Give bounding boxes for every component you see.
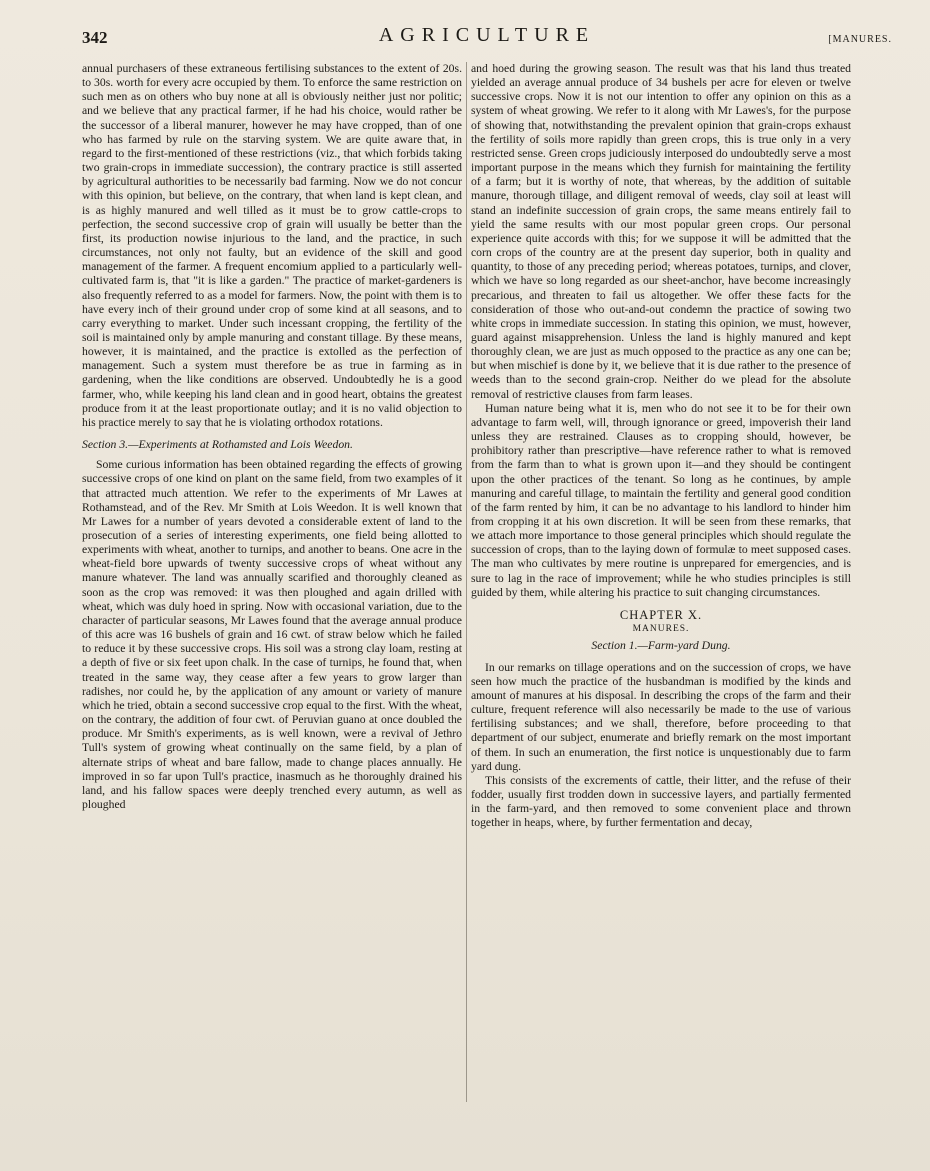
left-paragraph-1: annual purchasers of these extraneous fertilising substances to the extent of 20s. to 30s. worth for every acre occupied by them. To enforce the same restriction on such men as on others who buy none at all is obviously neither just nor politic; and we believe that any practical farmer, if he had his choice, would rather be the successor of a liberal manurer, however he may have cropped, than of one who has farmed by rule on the starving system. We are quite aware that, in regard to the first-mentioned of these restrictions (viz., that which forbids taking two grain-crops in immediate succession), the contrary practice is still asserted by agricultural authorities to be necessarily bad farming. Now we do not concur with this opinion, but believe, on the contrary, that when land is kept clean, and is as highly manured and well tilled as it must be to grow cattle-crops to perfection, the second successive crop of grain will usually be better than the first, its production nowise injurious to the land, and the practice, in such circumstances, not only not faulty, but an evidence of the skill and good management of the farmer. A frequent encomium applied to a particularly well-cultivated farm is, that "it is like a garden." The practice of market-gardeners is also frequently referred to as a model for farmers. Now, the point with them is to have every inch of their ground under crop of some kind at all seasons, and to carry everything to market. Under such incessant cropping, the fertility of the soil is maintained only by ample manuring and constant tillage. By these means, however, it is maintained, and the practice is extolled as the perfection of management. Such a system must therefore be as true in farming as in gardening, when the like conditions are observed. Undoubtedly he is a good farmer, who, while keeping his land clean and in good heart, obtains the greatest produce from it at the least proportionate outlay; and it is no valid objection to his practice merely to say that he is violating orthodox rotations. [82, 62, 462, 429]
page-title: AGRICULTURE [378, 24, 596, 46]
chapter-title: CHAPTER X. [619, 607, 703, 622]
column-divider [466, 62, 467, 1102]
page-number: 342 [82, 28, 108, 47]
left-section-heading: Section 3.—Experiments at Rothamsted and Lois Weedon. [82, 438, 353, 452]
right-column [471, 62, 851, 831]
right-paragraph-1: and hoed during the growing season. The result was that his land thus treated yielded an average annual produce of 34 bushels per acre for eleven or twelve successive crops. Now it is not our intention to offer any opinion on this as a system of wheat growing. We refer to it along with Mr Lawes's, for the purpose of showing that, notwithstanding the prevalent opinion that grain-crops exhaust the fertility of soils more rapidly than green crops, this is true only in a very restricted sense. Green crops judiciously interposed do undoubtedly serve a most important purpose in the means which they furnish for maintaining the fertility of a farm; but it is worthy of note, that whereas, by the addition of suitable manure, thorough tillage, and diligent removal of weeds, clay soil at least will stand an indefinite succession of grain crops, the same means entirely fail to yield the same results with our most popular green crops. Our personal experience quite accords with this; for we suppose it will be admitted that the corn crops of the country are at the present day superior, both in quality and quantity, to those of any preceding period; whereas potatoes, turnips, and clover, which we have so long regarded as our sheet-anchor, have become increasingly precarious, and threaten to fail us altogether. We offer these facts for the consideration of those who out-and-out condemn the practice of sowing two white crops in immediate succession. In stating this opinion, we must, however, guard against misapprehension. Unless the land is highly manured and kept thoroughly clean, we are just as much opposed to the practice as any one can be; but when mischief is done by it, we believe that it is due rather to the presence of weeds than to the second grain-crop. Neither do we plead for the absolute removal of restrictive clauses from farm leases. [471, 62, 851, 401]
left-column [82, 62, 462, 812]
left-paragraph-2: Some curious information has been obtained regarding the effects of growing successive crops of one kind on plant on the same field, from two examples of it that attracted much attention. We refer to the experiments of Mr Lawes at Rothamstead, and of the Rev. Mr Smith at Lois Weedon. It is well known that Mr Lawes for a number of years devoted a considerable extent of land to the prosecution of a series of interesting experiments, one field being allotted to experiments with wheat, another to turnips, and another to beans. One acre in the wheat-field bore upwards of twenty successive crops of wheat without any manure whatever. The land was annually scarified and thoroughly cleaned as soon as the crop was removed: it was then ploughed and again drilled with wheat, which was duly hoed in spring. Now with occasional variation, due to the character of particular seasons, Mr Lawes found that the average annual produce of this acre was 16 bushels of grain and 16 cwt. of straw below which he failed to reduce it by these successive crops. His soil was a strong clay loam, resting at a depth of five or six feet upon chalk. In the case of turnips, he found that, when treated in the same way, they cease after a few years to grow larger than radishes, nor could he, by the application of any amount or variety of manure which he tried, obtain a second successive crop equal to the first. With the wheat, on the contrary, the addition of four cwt. of Peruvian guano at once doubled the produce. Mr Smith's experiments, as is well known, were a revival of Jethro Tull's system of growing wheat continually on the same field, by a plan of alternate strips of wheat and bare fallow, made to change places annually. He improved in so far upon Tull's practice, inasmuch as he thoroughly drained his land, and his fallow spaces were deeply trenched every autumn, as well as ploughed [82, 458, 463, 811]
right-section-heading: Section 1.—Farm-yard Dung. [591, 638, 731, 652]
running-header [82, 22, 892, 52]
right-paragraph-3: In our remarks on tillage operations and on the succession of crops, we have seen how much the practice of the husbandman is modified by the kinds and amount of manures at his disposal. In describing the crops of the farm and their culture, frequent reference will also necessarily be made to the use of various fertilising substances; and we shall, therefore, before proceeding to that department of our subject, enumerate and briefly remark on the most important of them. In such an enumeration, the first notice is unquestionably due to farm yard dung. [471, 660, 851, 773]
right-paragraph-2: Human nature being what it is, men who do not see it to be for their own advantage to farm well, will, through ignorance or greed, impoverish their land unless they are restrained. Clauses as to cropping should, however, be prohibitory rather than prescriptive—have reference rather to what is removed from the farm than to what is grown upon it—and they should be contingent upon the other practices of the tenant. So long as he continues, by ample manuring and careful tillage, to maintain the fertility and general good condition of the farm rented by him, it can be no advantage to his landlord to hinder him from cropping it at his own discretion. It will be seen from these remarks, that we attach more importance to those general principles which should regulate the succession of crops, than to the laying down of formulæ to meet supposed cases. The man who cultivates by mere routine is unprepared for emergencies, and is sure to lag in the race of improvement; while he who studies principles is still guided by them, while altering his practice to suit changing circumstances. [471, 401, 851, 599]
right-paragraph-4: This consists of the excrements of cattle, their litter, and the refuse of their fodder, usually first trodden down in successive layers, and partially fermented in the farm-yard, and then removed to some convenient place and thrown together in heaps, where, by further fermentation and decay, [471, 773, 851, 830]
section-label: [MANURES. [828, 34, 892, 45]
chapter-subtitle: MANURES. [632, 624, 690, 635]
